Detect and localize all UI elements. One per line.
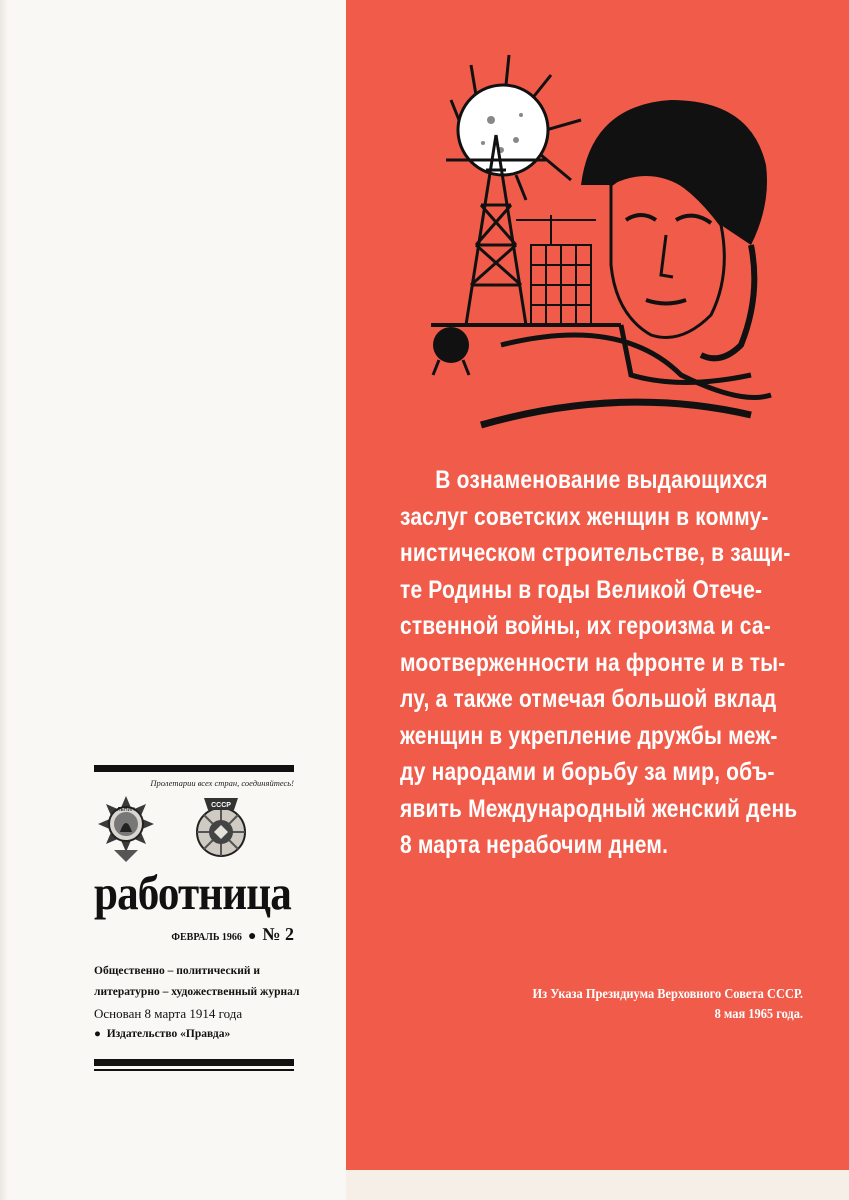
masthead-bottom-rules <box>94 1059 294 1071</box>
page-edge-shadow <box>0 0 8 1200</box>
bullet-icon: ● <box>94 1028 107 1040</box>
magazine-masthead <box>94 765 300 1071</box>
masthead-slogan: Пролетарии всех стран, соединяйтесь! <box>150 778 294 788</box>
decree-source <box>509 984 803 1024</box>
page-bottom-strip <box>346 1170 849 1200</box>
description-line-2: литературно – художественный журнал <box>94 986 300 998</box>
decree-line: явить Международный женский день <box>400 794 798 823</box>
order-ussr-label: СССР <box>211 802 231 809</box>
decree-line: 8 марта нерабочим днем. <box>400 831 669 859</box>
tank-icon <box>433 327 469 375</box>
founded-date: Основан 8 марта 1914 года <box>94 1006 243 1021</box>
source-line-2: 8 мая 1965 года. <box>714 1006 803 1021</box>
decree-line: заслуг советских женщин в комму- <box>400 502 769 531</box>
issue-date: ФЕВРАЛЬ 1966 <box>171 932 242 943</box>
bullet-icon: ● <box>247 927 257 943</box>
masthead-top-rule <box>94 765 294 772</box>
decree-line: ственной войны, их героизма и са- <box>400 612 771 640</box>
publisher-line <box>94 1024 294 1045</box>
issue-number: № 2 <box>262 924 294 944</box>
source-line-1: Из Указа Президиума Верховного Совета СССР. <box>532 986 803 1001</box>
decree-line: моотверженности на фронте и в ты- <box>400 648 786 677</box>
order-of-lenin-icon <box>94 792 158 864</box>
decree-line: нистическом строительстве, в защи- <box>400 539 791 567</box>
left-page <box>0 0 346 1200</box>
order-lenin-label: ЛЕНИН <box>117 807 135 813</box>
right-page-red-panel <box>346 0 849 1200</box>
issue-info <box>94 924 294 945</box>
decree-line: ду народами и борьбу за мир, объ- <box>400 758 775 786</box>
decree-text <box>400 462 800 864</box>
woman-portrait-illustration <box>421 45 801 435</box>
building-icon <box>516 215 596 325</box>
decree-line: те Родины в годы Великой Отече- <box>400 575 763 604</box>
order-red-banner-icon <box>190 792 252 864</box>
decree-line: лу, а также отмечая большой вклад <box>400 685 777 713</box>
magazine-title: работница <box>94 865 291 920</box>
order-badges <box>94 792 294 864</box>
decree-line: женщин в укрепление дружбы меж- <box>400 721 778 750</box>
magazine-description <box>94 961 300 1045</box>
publisher-name: Издательство «Правда» <box>106 1028 231 1040</box>
decree-line: В ознаменование выдающихся <box>435 466 768 494</box>
description-line-1: Общественно – политический и <box>94 965 261 977</box>
